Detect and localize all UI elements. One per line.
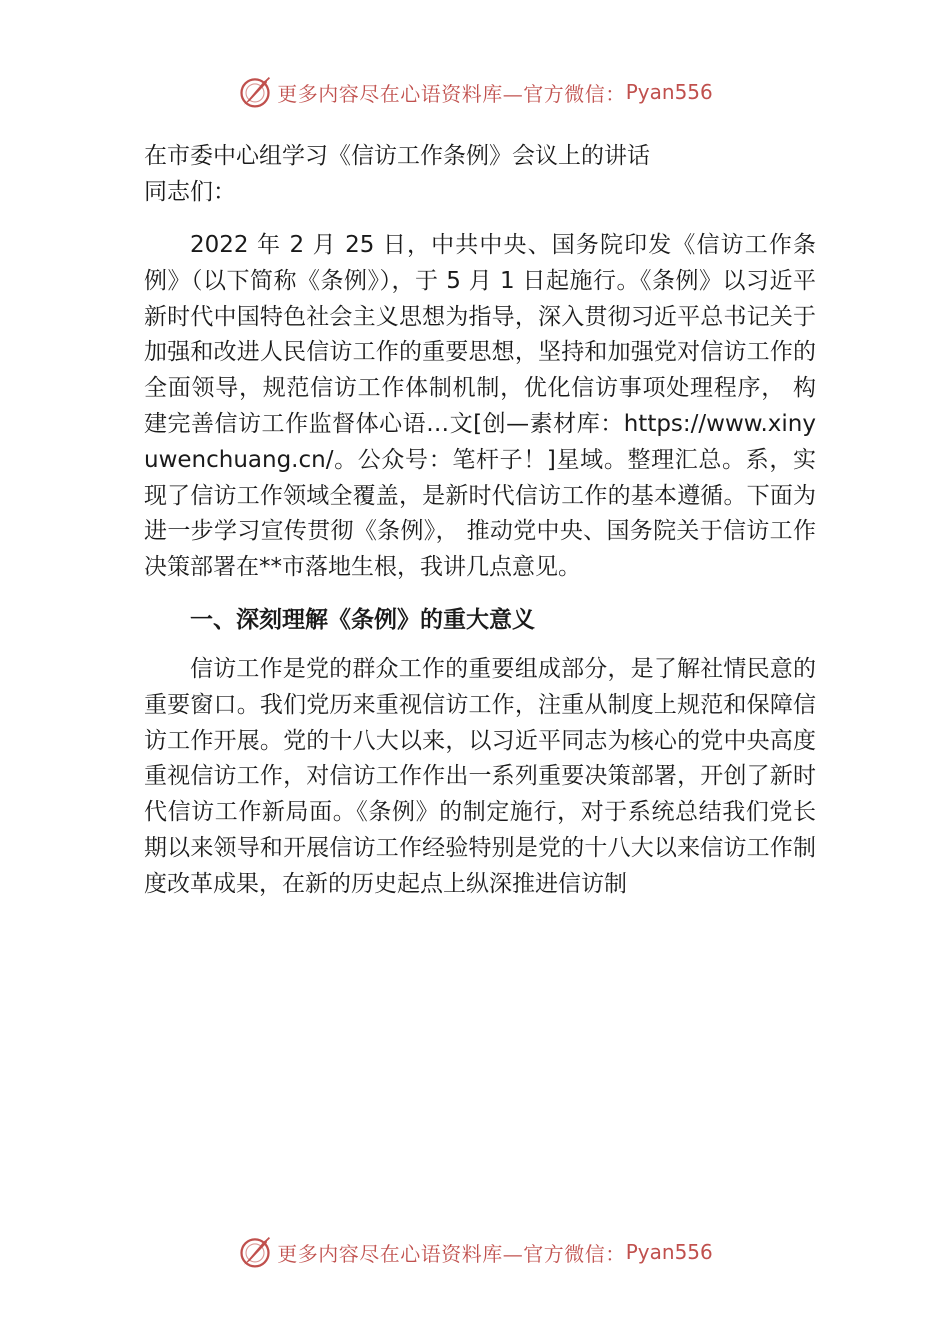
banner-wechat-id: Pyan556: [625, 80, 713, 104]
paragraph-1: 2022 年 2 月 25 日，中共中央、国务院印发《信访工作条例》（以下简称《条例》），于 5 月 1 日起施行。《条例》以习近平新时代中国特色社会主义思想为指导，深入贯彻习近平总书记关于加强和改进人民信访工作的重要思想，坚持和加强党对信访工作的全面领导，规范信访工作体制机制，优化信访事项处理程序， 构建完善信访工作监督体心语…文[创—素材库：https://www.xinyuwenchuang.cn/。公众号：笔杆子！]星域。整理汇总。系，实现了信访工作领域全覆盖，是新时代信访工作的基本遵循。下面为进一步学习宣传贯彻《条例》， 推动党中央、国务院关于信访工作决策部署在**市落地生根，我讲几点意见。: [144, 232, 816, 581]
top-banner: [0, 70, 950, 114]
banner-text: 更多内容尽在心语资料库—官方微信：: [277, 1241, 626, 1266]
banner-text: 更多内容尽在心语资料库—官方微信：: [277, 81, 626, 106]
paragraph-2: 信访工作是党的群众工作的重要组成部分，是了解社情民意的重要窗口。我们党历来重视信访工作，注重从制度上规范和保障信访工作开展。党的十八大以来，以习近平同志为核心的党中央高度重视信访工作，对信访工作作出一系列重要决策部署，开创了新时代信访工作新局面。《条例》的制定施行，对于系统总结我们党长期以来领导和开展信访工作经验特别是党的十八大以来信访工作制度改革成果，在新的历史起点上纵深推进信访制: [144, 655, 816, 897]
quill-circle-logo-icon: [237, 74, 273, 110]
bottom-banner: [0, 1230, 950, 1274]
quill-circle-logo-icon: [237, 1234, 273, 1270]
banner-wechat-id: Pyan556: [625, 1240, 713, 1264]
section-heading-1: 一、深刻理解《条例》的重大意义: [190, 606, 535, 633]
salutation: 同志们：: [144, 179, 236, 205]
document-title: 在市委中心组学习《信访工作条例》会议上的讲话: [144, 143, 650, 169]
document-body: [144, 138, 816, 903]
